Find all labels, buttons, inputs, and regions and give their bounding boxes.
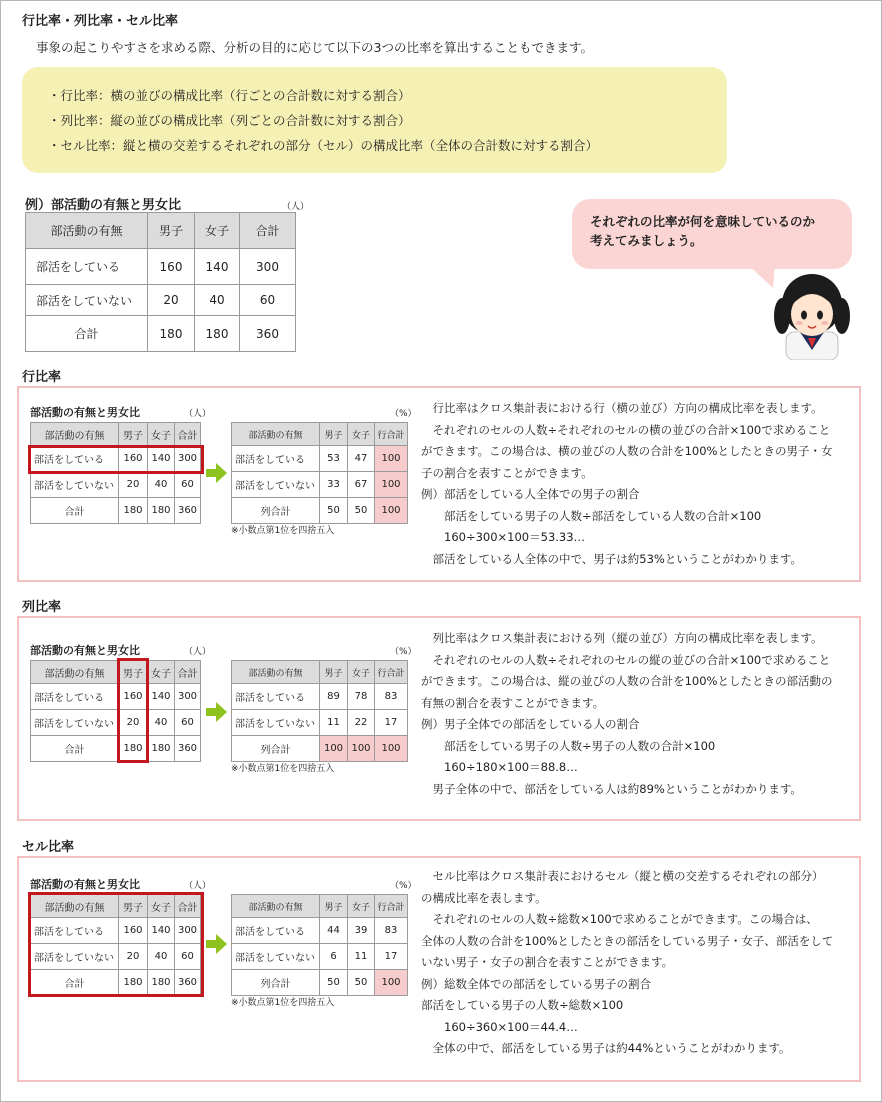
text-line: ができます。この場合は、縦の並びの人数の合計を100%としたときの部活動の	[421, 674, 833, 688]
example-unit: （人）	[282, 202, 310, 212]
text-line: 部活をしている男子の人数÷男子の人数の合計×100	[421, 738, 716, 753]
table-cell: 180	[148, 498, 175, 524]
row-label: 合計	[31, 970, 119, 996]
table-cell: 50	[348, 970, 375, 996]
table-cell: 180	[148, 970, 175, 996]
percent-table	[231, 894, 408, 996]
arrow-right-icon	[206, 934, 228, 954]
table-highlight	[28, 892, 204, 997]
text-line: それぞれのセルの人数÷総数×100で求めることができます。この場合は、	[421, 912, 818, 926]
table-header-row	[26, 213, 296, 249]
table-cell: 100	[375, 970, 408, 996]
header-cell: 合計	[175, 423, 201, 446]
text-line: 例）総数全体での部活をしている男子の割合	[421, 976, 651, 991]
row-label: 部活をしている	[232, 684, 320, 710]
row-label: 合計	[31, 736, 119, 762]
text-line: いない男子・女子の割合を表すことができます。	[421, 955, 674, 969]
unit-percent: （%）	[390, 409, 417, 419]
table-cell: 60	[175, 944, 201, 970]
table-cell: 11	[320, 710, 348, 736]
row-label: 部活をしていない	[232, 710, 320, 736]
explanation-text	[421, 398, 832, 570]
text-line: 部活をしている男子の人数÷総数×100	[421, 998, 624, 1012]
table-cell: 300	[175, 684, 201, 710]
rounding-note: ※小数点第1位を四捨五入	[231, 998, 335, 1008]
table-cell: 83	[375, 918, 408, 944]
intro-text: 事象の起こりやすさを求める際、分析の目的に応じて以下の3つの比率を算出することもできます。	[36, 40, 593, 55]
text-line: 全体の人数の合計を100%としたときの部活をしている男子・女子、部活をして	[421, 933, 834, 948]
header-cell: 女子	[348, 895, 375, 918]
header-cell: 部活動の有無	[232, 895, 320, 918]
row-label: 部活をしていない	[31, 472, 119, 498]
table-cell: 20	[119, 472, 148, 498]
section-title-row-ratio: 行比率	[22, 370, 62, 385]
definition-cell: ・セル比率：縦と横の交差するそれぞれの部分（セル）の構成比率（全体の合計数に対する割合）	[48, 138, 599, 153]
header-cell: 女子	[348, 661, 375, 684]
table-cell: 50	[320, 498, 348, 524]
table-cell: 140	[195, 249, 240, 285]
rounding-note: ※小数点第1位を四捨五入	[231, 526, 335, 536]
bubble-line: 考えてみましょう。	[590, 233, 703, 248]
text-line: 部活をしている男子の人数÷部活をしている人数の合計×100	[421, 508, 762, 523]
unit-percent: （%）	[390, 881, 417, 891]
row-label: 部活をしていない	[232, 472, 320, 498]
table-cell: 160	[119, 918, 148, 944]
unit-people: （人）	[184, 409, 212, 419]
table-cell: 140	[148, 446, 175, 472]
table-cell: 140	[148, 918, 175, 944]
table-title: 部活動の有無と男女比	[30, 406, 140, 419]
row-label: 合計	[31, 498, 119, 524]
header-cell: 男子	[119, 423, 148, 446]
row-highlight	[28, 445, 204, 474]
section-box-column-ratio	[17, 616, 861, 821]
text-line: 行比率はクロス集計表における行（横の並び）方向の構成比率を表します。	[421, 401, 823, 415]
text-line: 160÷300×100＝53.33…	[421, 530, 586, 544]
explanation-text	[421, 866, 833, 1060]
header-cell: 女子	[148, 423, 175, 446]
table-cell: 180	[148, 736, 175, 762]
speech-bubble	[572, 199, 852, 269]
table-cell: 300	[240, 249, 296, 285]
header-cell: 女子	[148, 661, 175, 684]
header-cell: 部活動の有無	[31, 661, 119, 684]
table-row	[26, 249, 296, 285]
header-cell: 部活動の有無	[232, 423, 320, 446]
text-line: 有無の割合を表すことができます。	[421, 695, 605, 710]
table-cell: 360	[175, 970, 201, 996]
table-cell: 67	[348, 472, 375, 498]
unit-people: （人）	[184, 647, 212, 657]
table-cell: 17	[375, 710, 408, 736]
table-cell: 60	[175, 710, 201, 736]
table-cell: 44	[320, 918, 348, 944]
text-line: 例）男子全体での部活をしている人の割合	[421, 717, 640, 731]
text-line: 全体の中で、部活をしている男子は約44%ということがわかります。	[421, 1041, 791, 1055]
table-cell: 50	[320, 970, 348, 996]
table-cell: 83	[375, 684, 408, 710]
percent-table	[231, 660, 408, 762]
text-line: 例）部活をしている人全体での男子の割合	[421, 487, 640, 501]
row-label: 部活をしている	[26, 249, 148, 285]
text-line: 子の割合を表すことができます。	[421, 465, 593, 480]
row-label: 部活をしていない	[26, 285, 148, 316]
table-cell: 6	[320, 944, 348, 970]
arrow-right-icon	[206, 463, 228, 483]
row-label: 列合計	[232, 736, 320, 762]
text-line: 160÷360×100＝44.4…	[421, 1019, 578, 1034]
row-label: 部活をしている	[232, 446, 320, 472]
table-cell: 39	[348, 918, 375, 944]
example-table	[25, 212, 296, 352]
table-row	[26, 316, 296, 352]
table-cell: 180	[119, 498, 148, 524]
header-cell: 男子	[119, 661, 148, 684]
text-line: の構成比率を表します。	[421, 890, 547, 905]
table-cell: 60	[175, 472, 201, 498]
table-cell: 20	[148, 285, 195, 316]
table-cell: 300	[175, 446, 201, 472]
unit-people: （人）	[184, 881, 212, 891]
text-line: 部活をしている人全体の中で、男子は約53%ということがわかります。	[421, 551, 802, 566]
table-cell: 100	[375, 736, 408, 762]
text-line: それぞれのセルの人数÷それぞれのセルの縦の並びの合計×100で求めること	[421, 652, 831, 667]
section-title-column-ratio: 列比率	[22, 600, 62, 615]
header-cell: 女子	[148, 895, 175, 918]
table-cell: 360	[175, 736, 201, 762]
table-cell: 140	[148, 684, 175, 710]
header-cell: 部活動の有無	[31, 895, 119, 918]
table-cell: 40	[195, 285, 240, 316]
percent-table	[231, 422, 408, 524]
section-box-row-ratio	[17, 386, 861, 582]
row-label: 部活をしている	[31, 918, 119, 944]
table-cell: 100	[375, 498, 408, 524]
table-cell: 180	[195, 316, 240, 352]
header-cell: 男子	[320, 895, 348, 918]
unit-percent: （%）	[390, 647, 417, 657]
table-cell: 11	[348, 944, 375, 970]
table-cell: 160	[119, 446, 148, 472]
student-girl-illustration	[772, 268, 852, 360]
text-line: ができます。この場合は、横の並びの人数の合計を100%としたときの男子・女	[421, 444, 833, 458]
table-cell: 180	[119, 970, 148, 996]
header-cell: 男子	[320, 661, 348, 684]
header-cell: 男子	[320, 423, 348, 446]
table-cell: 17	[375, 944, 408, 970]
table-cell: 40	[148, 944, 175, 970]
table-title: 部活動の有無と男女比	[30, 644, 140, 657]
bubble-line: それぞれの比率が何を意味しているのか	[590, 214, 816, 229]
table-cell: 50	[348, 498, 375, 524]
table-cell: 180	[148, 316, 195, 352]
table-cell: 180	[119, 736, 148, 762]
table-cell: 47	[348, 446, 375, 472]
table-cell: 160	[119, 684, 148, 710]
section-title-cell-ratio: セル比率	[22, 840, 75, 855]
table-cell: 20	[119, 944, 148, 970]
definition-row: ・行比率：横の並びの構成比率（行ごとの合計数に対する割合）	[48, 88, 411, 103]
header-cell: 部活動の有無	[232, 661, 320, 684]
column-highlight	[117, 658, 149, 763]
table-cell: 40	[148, 710, 175, 736]
rounding-note: ※小数点第1位を四捨五入	[231, 764, 335, 774]
table-cell: 100	[320, 736, 348, 762]
page-title: 行比率・列比率・セル比率	[22, 14, 179, 29]
header-cell: 行合計	[375, 423, 408, 446]
text-line: セル比率はクロス集計表におけるセル（縦と横の交差するそれぞれの部分）	[421, 869, 824, 883]
row-label: 部活をしていない	[232, 944, 320, 970]
explanation-text	[421, 628, 832, 800]
table-cell: 22	[348, 710, 375, 736]
header-cell: 合計	[240, 213, 296, 249]
header-cell: 男子	[119, 895, 148, 918]
table-cell: 78	[348, 684, 375, 710]
table-cell: 100	[348, 736, 375, 762]
row-label: 部活をしていない	[31, 944, 119, 970]
header-cell: 部活動の有無	[26, 213, 148, 249]
table-cell: 33	[320, 472, 348, 498]
count-table	[30, 660, 201, 762]
row-label: 部活をしていない	[31, 710, 119, 736]
row-label: 列合計	[232, 498, 320, 524]
row-label: 列合計	[232, 970, 320, 996]
header-cell: 合計	[175, 661, 201, 684]
row-label: 部活をしている	[31, 684, 119, 710]
table-cell: 40	[148, 472, 175, 498]
table-cell: 20	[119, 710, 148, 736]
header-cell: 行合計	[375, 895, 408, 918]
table-cell: 53	[320, 446, 348, 472]
definition-box	[22, 67, 727, 173]
text-line: 160÷180×100＝88.8…	[421, 760, 578, 774]
bubble-tail	[745, 262, 775, 292]
arrow-right-icon	[206, 702, 228, 722]
table-cell: 300	[175, 918, 201, 944]
table-cell: 360	[240, 316, 296, 352]
definition-column: ・列比率：縦の並びの構成比率（列ごとの合計数に対する割合）	[48, 113, 411, 128]
text-line: それぞれのセルの人数÷それぞれのセルの横の並びの合計×100で求めること	[421, 422, 831, 437]
header-cell: 女子	[348, 423, 375, 446]
table-cell: 100	[375, 446, 408, 472]
table-cell: 160	[148, 249, 195, 285]
header-cell: 部活動の有無	[31, 423, 119, 446]
row-label: 合計	[26, 316, 148, 352]
row-label: 部活をしている	[31, 446, 119, 472]
example-title: 例）部活動の有無と男女比	[25, 198, 182, 213]
text-line: 列比率はクロス集計表における列（縦の並び）方向の構成比率を表します。	[421, 631, 823, 645]
section-box-cell-ratio	[17, 856, 861, 1082]
table-cell: 60	[240, 285, 296, 316]
table-cell: 100	[375, 472, 408, 498]
table-cell: 360	[175, 498, 201, 524]
header-cell: 女子	[195, 213, 240, 249]
table-title: 部活動の有無と男女比	[30, 878, 140, 891]
text-line: 男子全体の中で、部活をしている人は約89%ということがわかります。	[421, 781, 802, 796]
row-label: 部活をしている	[232, 918, 320, 944]
table-row	[26, 285, 296, 316]
header-cell: 男子	[148, 213, 195, 249]
header-cell: 合計	[175, 895, 201, 918]
table-cell: 89	[320, 684, 348, 710]
header-cell: 行合計	[375, 661, 408, 684]
